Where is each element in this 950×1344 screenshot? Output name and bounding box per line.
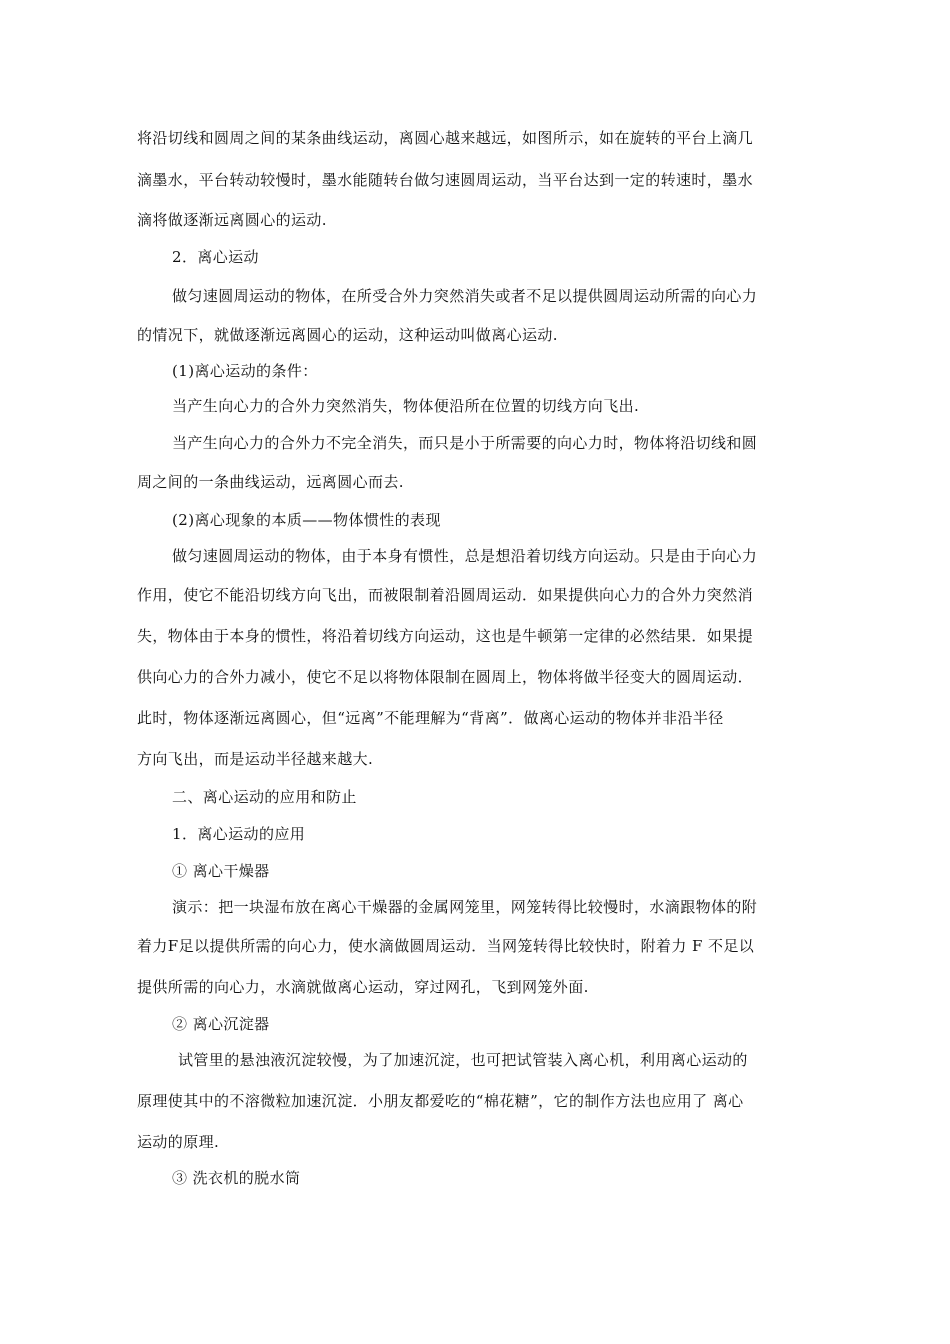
- text-line: 供向心力的合外力减小，使它不足以将物体限制在圆周上，物体将做半径变大的圆周运动．: [137, 668, 754, 686]
- text-line: 着力F足以提供所需的向心力，使水滴做圆周运动．当网笼转得比较快时，附着力 F 不足以: [137, 937, 755, 955]
- text-line: 将沿切线和圆周之间的某条曲线运动，离圆心越来越远，如图所示，如在旋转的平台上滴几: [137, 129, 754, 147]
- paragraph-line: 当产生向心力的合外力不完全消失，而只是小于所需要的向心力时，物体将沿切线和圆: [172, 434, 758, 452]
- paragraph-line: 演示：把一块湿布放在离心干燥器的金属网笼里，网笼转得比较慢时，水滴跟物体的附: [172, 898, 758, 916]
- item-heading: ① 离心干燥器: [172, 862, 270, 880]
- text-line: 滴墨水，平台转动较慢时，墨水能随转台做匀速圆周运动，当平台达到一定的转速时，墨水: [137, 171, 754, 189]
- text-line: 周之间的一条曲线运动，远离圆心而去.: [137, 473, 404, 491]
- text-line: 滴将做逐渐远离圆心的运动.: [137, 211, 327, 229]
- text-line: 作用，使它不能沿切线方向飞出，而被限制着沿圆周运动．如果提供向心力的合外力突然消: [137, 586, 754, 604]
- item-heading: ③ 洗衣机的脱水筒: [172, 1169, 301, 1187]
- subsection-heading: (2)离心现象的本质——物体惯性的表现: [172, 511, 441, 529]
- paragraph-line: 试管里的悬浊液沉淀较慢，为了加速沉淀，也可把试管装入离心机，利用离心运动的: [178, 1051, 748, 1069]
- text-line: 运动的原理.: [137, 1133, 220, 1151]
- text-line: 原理使其中的不溶微粒加速沉淀．小朋友都爱吃的“棉花糖”，它的制作方法也应用了 离心: [137, 1092, 744, 1110]
- section-heading: 二、离心运动的应用和防止: [172, 788, 357, 806]
- text-line: 提供所需的向心力，水滴就做离心运动，穿过网孔，飞到网笼外面.: [137, 978, 589, 996]
- text-line: 的情况下，就做逐渐远离圆心的运动，这种运动叫做离心运动.: [137, 326, 558, 344]
- item-heading: ② 离心沉淀器: [172, 1015, 270, 1033]
- subsection-heading: 1．离心运动的应用: [172, 825, 306, 843]
- section-heading: 2．离心运动: [172, 248, 259, 266]
- paragraph-line: 当产生向心力的合外力突然消失，物体便沿所在位置的切线方向飞出.: [172, 397, 640, 415]
- subsection-heading: (1)离心运动的条件：: [172, 362, 318, 380]
- text-line: 此时，物体逐渐远离圆心，但“远离”不能理解为“背离”．做离心运动的物体并非沿半径: [137, 709, 724, 727]
- paragraph-line: 做匀速圆周运动的物体，在所受合外力突然消失或者不足以提供圆周运动所需的向心力: [172, 287, 758, 305]
- text-line: 失，物体由于本身的惯性，将沿着切线方向运动，这也是牛顿第一定律的必然结果．如果提: [137, 627, 754, 645]
- paragraph-line: 做匀速圆周运动的物体，由于本身有惯性，总是想沿着切线方向运动。只是由于向心力: [172, 547, 758, 565]
- text-line: 方向飞出，而是运动半径越来越大.: [137, 750, 374, 768]
